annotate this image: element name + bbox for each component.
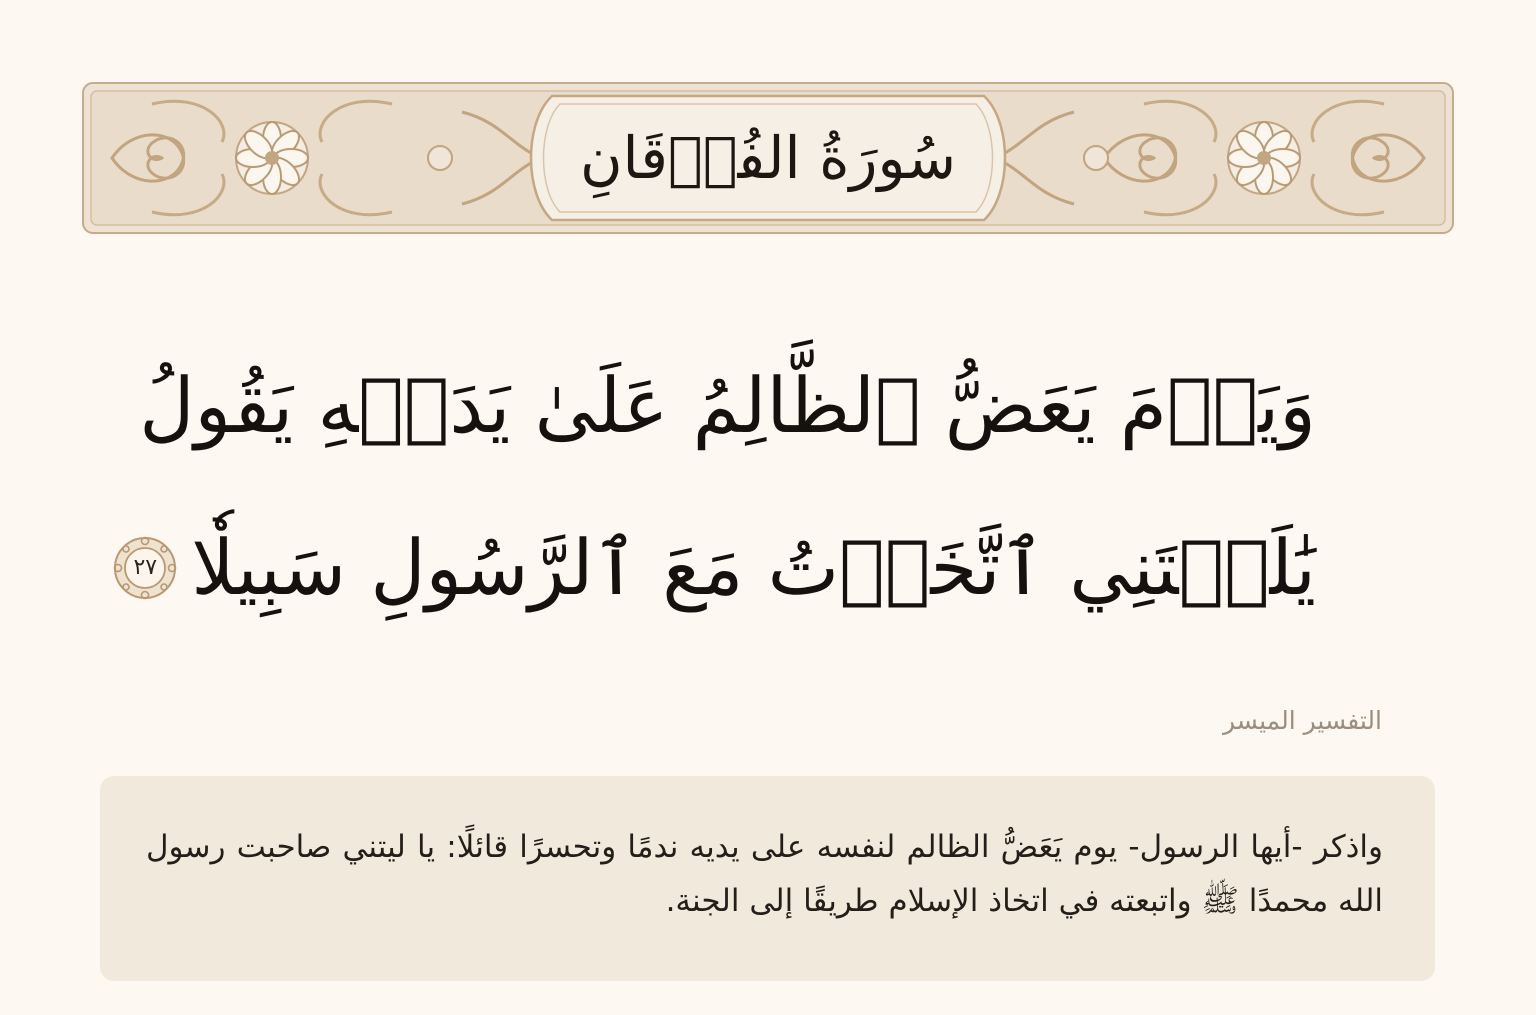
surah-header-banner	[82, 82, 1454, 234]
surah-title: سُورَةُ الفُرۡقَانِ	[579, 124, 957, 192]
ayah-end-marker	[113, 536, 177, 600]
tafsir-text: واذكر -أيها الرسول- يوم يَعَضُّ الظالم لنفسه على يديه ندمًا وتحسرًا قائلًا: يا ليتني صاحبت رسول الله محمدًا ﷺ واتبعته في اتخاذ الإسلام طريقًا إلى الجنة.	[146, 829, 1383, 919]
tafsir-source-label: التفسير الميسر	[1223, 706, 1382, 735]
verse-line-1: وَيَوۡمَ يَعَضُّ ٱلظَّالِمُ عَلَىٰ يَدَيۡهِ يَقُولُ	[139, 361, 1316, 450]
verse-line-2-text: يَٰلَيۡتَنِي ٱتَّخَذۡتُ مَعَ ٱلرَّسُولِ سَبِيلٗا	[191, 523, 1316, 612]
quran-verse	[133, 325, 1316, 649]
ayah-number: ٢٧	[133, 555, 158, 580]
verse-line-2	[133, 487, 1316, 649]
tafsir-box	[100, 776, 1435, 981]
